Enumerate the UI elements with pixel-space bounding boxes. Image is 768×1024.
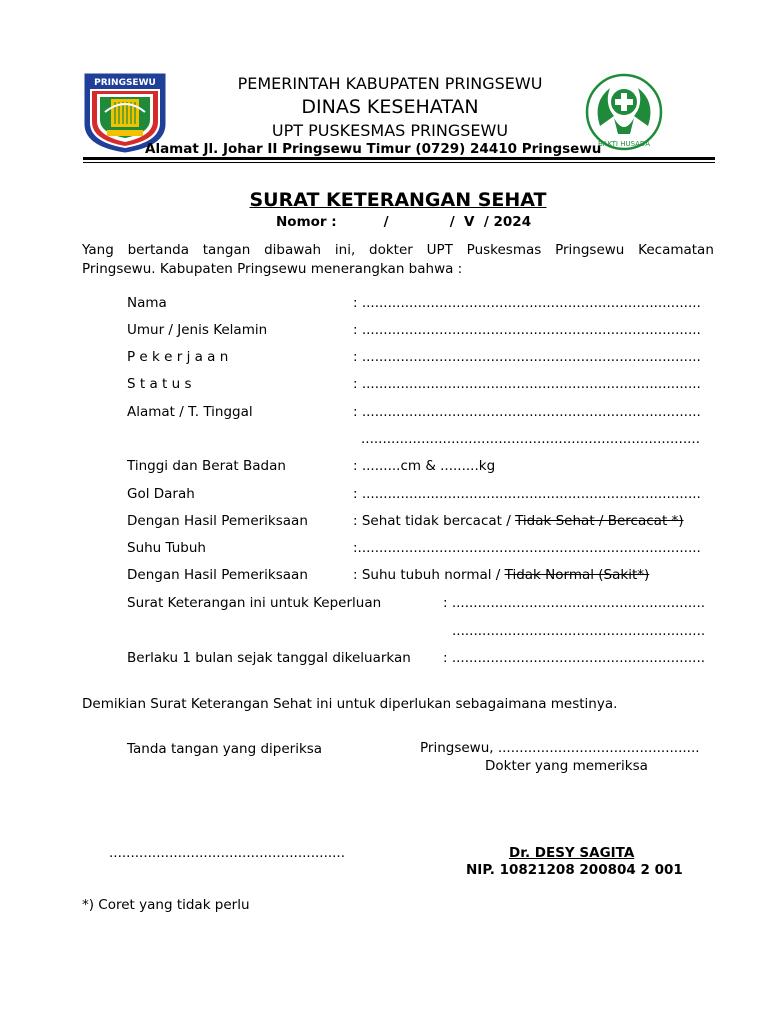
field-label-umur: Umur / Jenis Kelamin <box>127 322 268 338</box>
field-value-gol-darah[interactable]: : ............................................................................... <box>353 486 701 502</box>
field-value-keperluan-cont[interactable]: ........................................................... <box>452 623 706 639</box>
field-value-nama[interactable]: : ............................................................................... <box>353 295 701 311</box>
signature-place-date[interactable]: Pringsewu, ............................................... <box>420 740 700 756</box>
signature-left-label: Tanda tangan yang diperiksa <box>127 741 323 757</box>
suhu-option-normal: : Suhu tubuh normal / <box>353 567 505 583</box>
suhu-option-tidak-normal-struck: Tidak Normal (Sakit*) <box>504 567 650 583</box>
hasil-option-sehat: : Sehat tidak bercacat / <box>353 513 516 529</box>
field-label-pekerjaan: P e k e r j a a n <box>127 349 229 365</box>
bakti-husada-logo-text: BAKTI HUSADA <box>597 140 651 148</box>
pringsewu-logo-text: PRINGSEWU <box>94 78 156 88</box>
field-value-pekerjaan[interactable]: : ............................................................................... <box>353 349 701 365</box>
intro-word: ini, <box>334 242 356 258</box>
doctor-name: Dr. DESY SAGITA <box>509 845 635 861</box>
field-value-alamat[interactable]: : ............................................................................... <box>353 404 701 420</box>
field-value-berlaku[interactable]: : ........................................................... <box>443 650 706 666</box>
field-value-suhu[interactable]: :................................................................................ <box>353 540 701 556</box>
field-value-umur[interactable]: : ............................................................................... <box>353 322 701 338</box>
document-title: SURAT KETERANGAN SEHAT <box>249 189 547 211</box>
field-value-hasil-suhu <box>353 567 649 583</box>
field-label-hasil-pemeriksaan: Dengan Hasil Pemeriksaan <box>127 513 308 529</box>
bakti-husada-logo <box>584 72 664 152</box>
header-line-2: DINAS KESEHATAN <box>301 96 479 118</box>
intro-word: dokter <box>369 242 413 258</box>
field-value-status[interactable]: : ............................................................................... <box>353 376 701 392</box>
document-number: Nomor : / / V / 2024 <box>276 214 532 230</box>
header-line-3: UPT PUSKESMAS PRINGSEWU <box>271 121 509 140</box>
field-label-nama: Nama <box>127 295 167 311</box>
field-label-keperluan: Surat Keterangan ini untuk Keperluan <box>127 595 382 611</box>
signature-doctor-role: Dokter yang memeriksa <box>485 758 648 774</box>
field-label-hasil-suhu: Dengan Hasil Pemeriksaan <box>127 567 308 583</box>
intro-word: Pringsewu <box>555 242 625 258</box>
intro-word: tangan <box>202 242 251 258</box>
field-value-hasil-pemeriksaan <box>353 513 684 529</box>
hasil-option-tidak-sehat-struck: Tidak Sehat / Bercacat *) <box>515 513 684 529</box>
intro-word: dibawah <box>264 242 322 258</box>
field-label-berlaku: Berlaku 1 bulan sejak tanggal dikeluarkan <box>127 650 411 666</box>
header-rule-thick <box>83 157 715 160</box>
field-value-alamat-cont[interactable]: ............................................................................... <box>361 431 701 447</box>
header-address: Alamat Jl. Johar II Pringsewu Timur (0729) 24410 Pringsewu <box>145 141 602 157</box>
field-label-suhu: Suhu Tubuh <box>127 540 206 556</box>
intro-line-2: Pringsewu. Kabupaten Pringsewu menerangkan bahwa : <box>82 261 463 277</box>
header-rule-thin <box>83 162 715 163</box>
intro-line-1 <box>82 242 714 258</box>
doctor-nip: NIP. 10821208 200804 2 001 <box>466 862 683 878</box>
field-label-gol-darah: Gol Darah <box>127 486 195 502</box>
signature-left-line[interactable]: ....................................................... <box>109 845 346 861</box>
intro-word: bertanda <box>127 242 189 258</box>
field-label-alamat: Alamat / T. Tinggal <box>127 404 253 420</box>
field-label-tinggi-berat: Tinggi dan Berat Badan <box>127 458 286 474</box>
intro-word: Puskesmas <box>466 242 542 258</box>
field-value-keperluan[interactable]: : ........................................................... <box>443 595 706 611</box>
intro-word: Kecamatan <box>638 242 714 258</box>
intro-word: Yang <box>82 242 114 258</box>
field-value-tinggi-berat[interactable]: : .........cm & .........kg <box>353 458 496 474</box>
intro-word: UPT <box>426 242 453 258</box>
footnote: *) Coret yang tidak perlu <box>82 897 250 913</box>
closing-statement: Demikian Surat Keterangan Sehat ini untuk diperlukan sebagaimana mestinya. <box>82 696 618 712</box>
header-line-1: PEMERINTAH KABUPATEN PRINGSEWU <box>237 74 543 93</box>
field-label-status: S t a t u s <box>127 376 192 392</box>
